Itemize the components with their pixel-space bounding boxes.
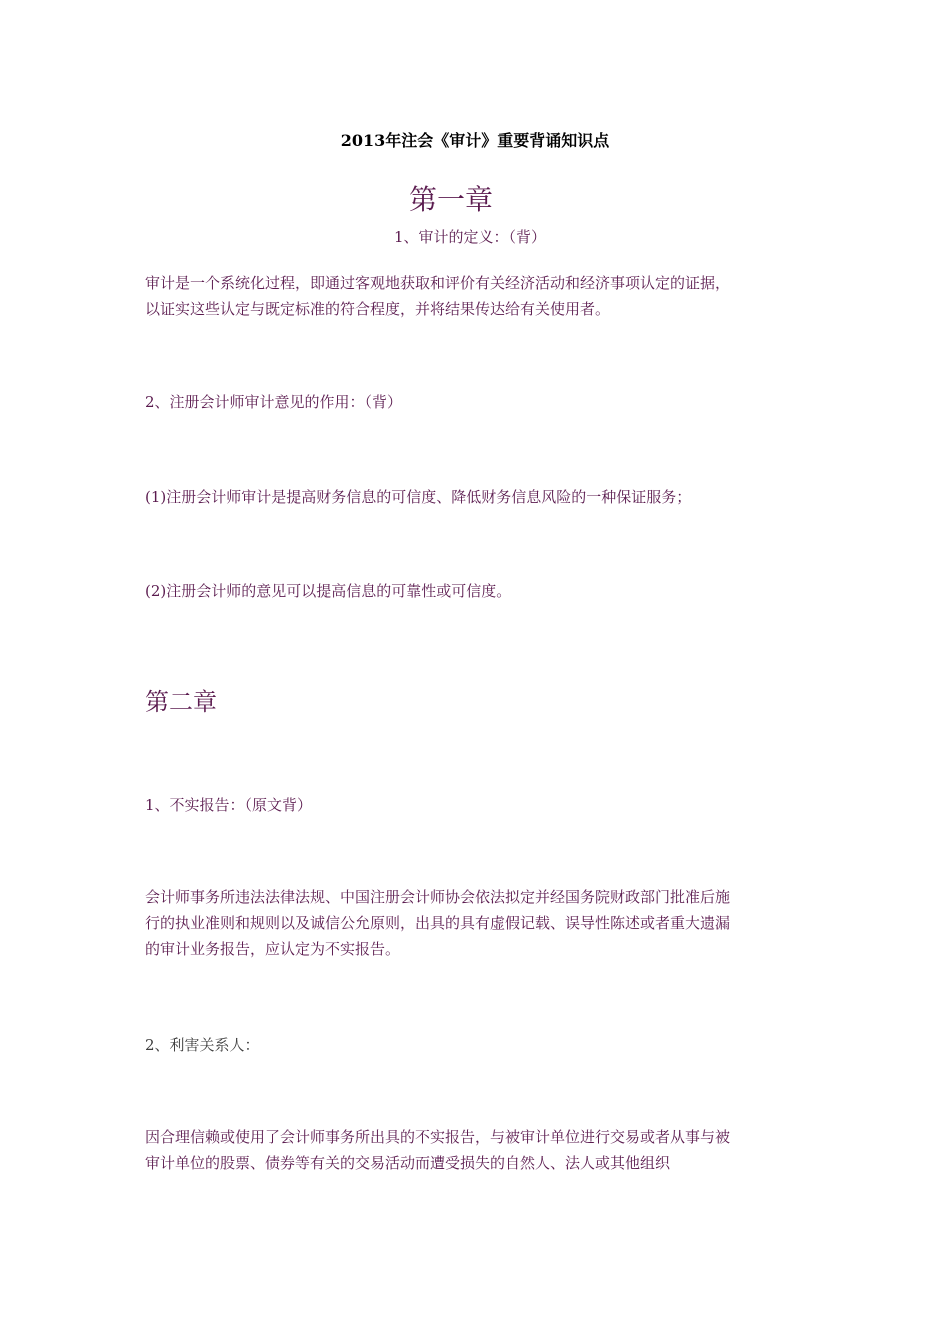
chapter-2-item-2-paragraph — [145, 1124, 805, 1176]
chapter-2-item-2-heading: 2、利害关系人： — [145, 1036, 260, 1054]
chapter-1-item-2-point-2: (2)注册会计师的意见可以提高信息的可靠性或可信度。 — [145, 582, 512, 600]
paragraph-line: 的审计业务报告，应认定为不实报告。 — [145, 940, 401, 958]
paragraph-line: 因合理信赖或使用了会计师事务所出具的不实报告，与被审计单位进行交易或者从事与被 — [145, 1128, 731, 1146]
chapter-1-heading: 第一章 — [408, 183, 493, 216]
chapter-2-item-1-paragraph — [145, 884, 805, 962]
paragraph-line: 以证实这些认定与既定标准的符合程度，并将结果传达给有关使用者。 — [145, 300, 611, 318]
document-title: 2013年注会《审计》重要背诵知识点 — [340, 131, 610, 150]
chapter-1-item-2-heading: 2、注册会计师审计意见的作用：（背） — [145, 393, 403, 411]
paragraph-line: 行的执业准则和规则以及诚信公允原则，出具的具有虚假记载、误导性陈述或者重大遗漏 — [145, 914, 731, 932]
paragraph-line: 审计是一个系统化过程，即通过客观地获取和评价有关经济活动和经济事项认定的证据， — [145, 274, 731, 292]
paragraph-line: 审计单位的股票、债券等有关的交易活动而遭受损失的自然人、法人或其他组织 — [145, 1154, 671, 1172]
chapter-1-item-1-paragraph — [145, 270, 805, 322]
chapter-2-item-1-heading: 1、不实报告：（原文背） — [145, 796, 313, 814]
chapter-1-item-2-point-1: (1)注册会计师审计是提高财务信息的可信度、降低财务信息风险的一种保证服务； — [145, 488, 692, 506]
paragraph-line: 会计师事务所违法法律法规、中国注册会计师协会依法拟定并经国务院财政部门批准后施 — [145, 888, 731, 906]
chapter-2-heading: 第二章 — [145, 688, 217, 716]
chapter-1-item-1-heading: 1、审计的定义：（背） — [393, 228, 547, 246]
